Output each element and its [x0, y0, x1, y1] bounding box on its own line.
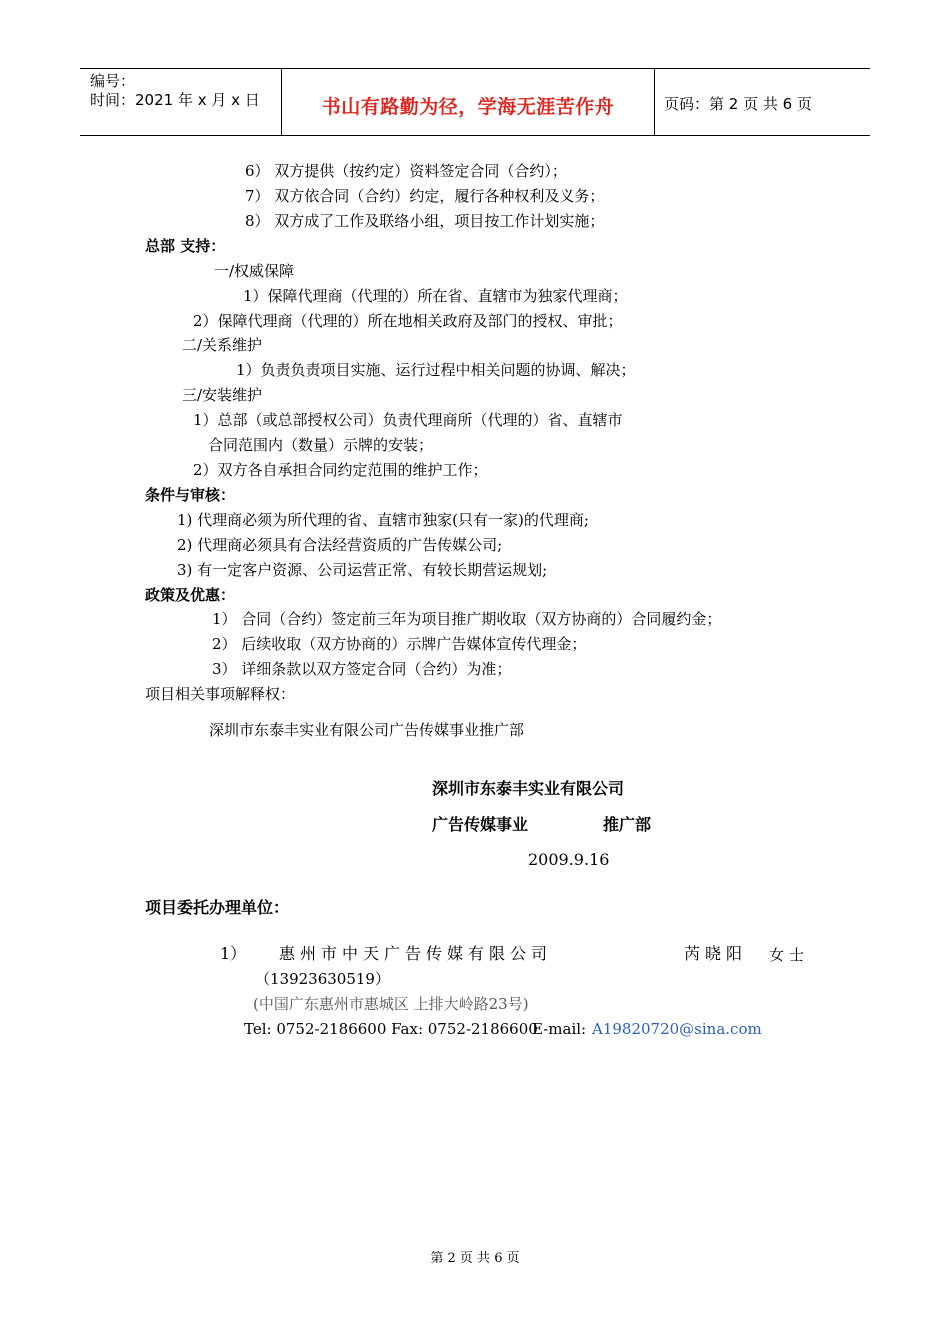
step-7: 7） 双方依合同（合约）约定，履行各种权利及义务； — [245, 187, 605, 205]
entrust-email-link[interactable]: A19820720@sina.com — [592, 1020, 762, 1038]
header-meta — [90, 72, 260, 110]
policy-title: 政策及优惠： — [145, 586, 236, 604]
interpretation-holder: 深圳市东泰丰实业有限公司广告传媒事业推广部 — [209, 721, 525, 739]
signature-dept-a: 广告传媒事业 — [432, 815, 529, 834]
entrust-tel-fax: Tel: 0752-2186600 Fax: 0752-2186600 — [244, 1020, 538, 1038]
entrust-phone: （13923630519） — [255, 970, 390, 988]
entrust-company: 惠州市中天广告传媒有限公司 — [279, 944, 553, 963]
header-page-info: 页码：第 2 页 共 6 页 — [664, 95, 812, 113]
serial-label: 编号： — [90, 72, 136, 90]
signature-dept-b: 推广部 — [603, 815, 652, 834]
entrust-title: 项目委托办理单位： — [145, 898, 290, 917]
install-item-2: 2）双方各自承担合同约定范围的维护工作； — [193, 461, 488, 479]
condition-item-3: 3) 有一定客户资源、公司运营正常、有较长期营运规划; — [177, 561, 548, 579]
authority-item-1: 1）保障代理商（代理的）所在省、直辖市为独家代理商； — [243, 287, 628, 305]
install-item-1: 1）总部（或总部授权公司）负责代理商所（代理的）省、直辖市 — [193, 411, 623, 429]
interpretation-title: 项目相关事项解释权： — [145, 685, 296, 703]
signature-date: 2009.9.16 — [528, 850, 610, 869]
page-footer: 第 2 页 共 6 页 — [430, 1251, 520, 1266]
entrust-index: 1） — [220, 944, 247, 963]
policy-item-3: 3） 详细条款以双方签定合同（合约）为准； — [212, 660, 512, 678]
header-bottom-rule — [80, 135, 870, 136]
step-8: 8） 双方成了工作及联络小组，项目按工作计划实施； — [245, 212, 605, 230]
entrust-contact: 芮晓阳 — [684, 944, 748, 963]
relations-item-1: 1）负责负责项目实施、运行过程中相关问题的协调、解决； — [236, 361, 636, 379]
authority-item-2: 2）保障代理商（代理的）所在地相关政府及部门的授权、审批； — [193, 312, 623, 330]
signature-company: 深圳市东泰丰实业有限公司 — [432, 779, 625, 798]
time-label: 时间：2021 年 x 月 x 日 — [90, 91, 260, 109]
header-top-rule — [80, 68, 870, 69]
policy-item-1: 1） 合同（合约）签定前三年为项目推广期收取（双方协商的）合同履约金； — [212, 610, 722, 628]
header-motto: 书山有路勤为径，学海无涯苦作舟 — [321, 96, 615, 118]
install-heading: 三/安装维护 — [182, 386, 263, 404]
entrust-email-label: E-mail: — [532, 1020, 587, 1038]
condition-item-2: 2) 代理商必须具有合法经营资质的广告传媒公司; — [177, 536, 503, 554]
install-item-1-cont: 合同范围内（数量）示牌的安装； — [208, 436, 434, 454]
entrust-address: (中国广东惠州市惠城区 上排大岭路23号) — [253, 995, 529, 1013]
relations-heading: 二/关系维护 — [182, 336, 263, 354]
conditions-title: 条件与审核： — [145, 486, 236, 504]
header-divider-right — [654, 68, 655, 136]
entrust-title-suffix: 女士 — [769, 946, 810, 964]
policy-item-2: 2） 后续收取（双方协商的）示牌广告媒体宣传代理金； — [212, 635, 587, 653]
support-title: 总部 支持： — [145, 237, 226, 255]
condition-item-1: 1) 代理商必须为所代理的省、直辖市独家(只有一家)的代理商; — [177, 511, 589, 529]
step-6: 6） 双方提供（按约定）资料签定合同（合约）； — [245, 162, 567, 180]
header-divider-left — [281, 68, 282, 136]
authority-heading: 一/权威保障 — [214, 262, 295, 280]
